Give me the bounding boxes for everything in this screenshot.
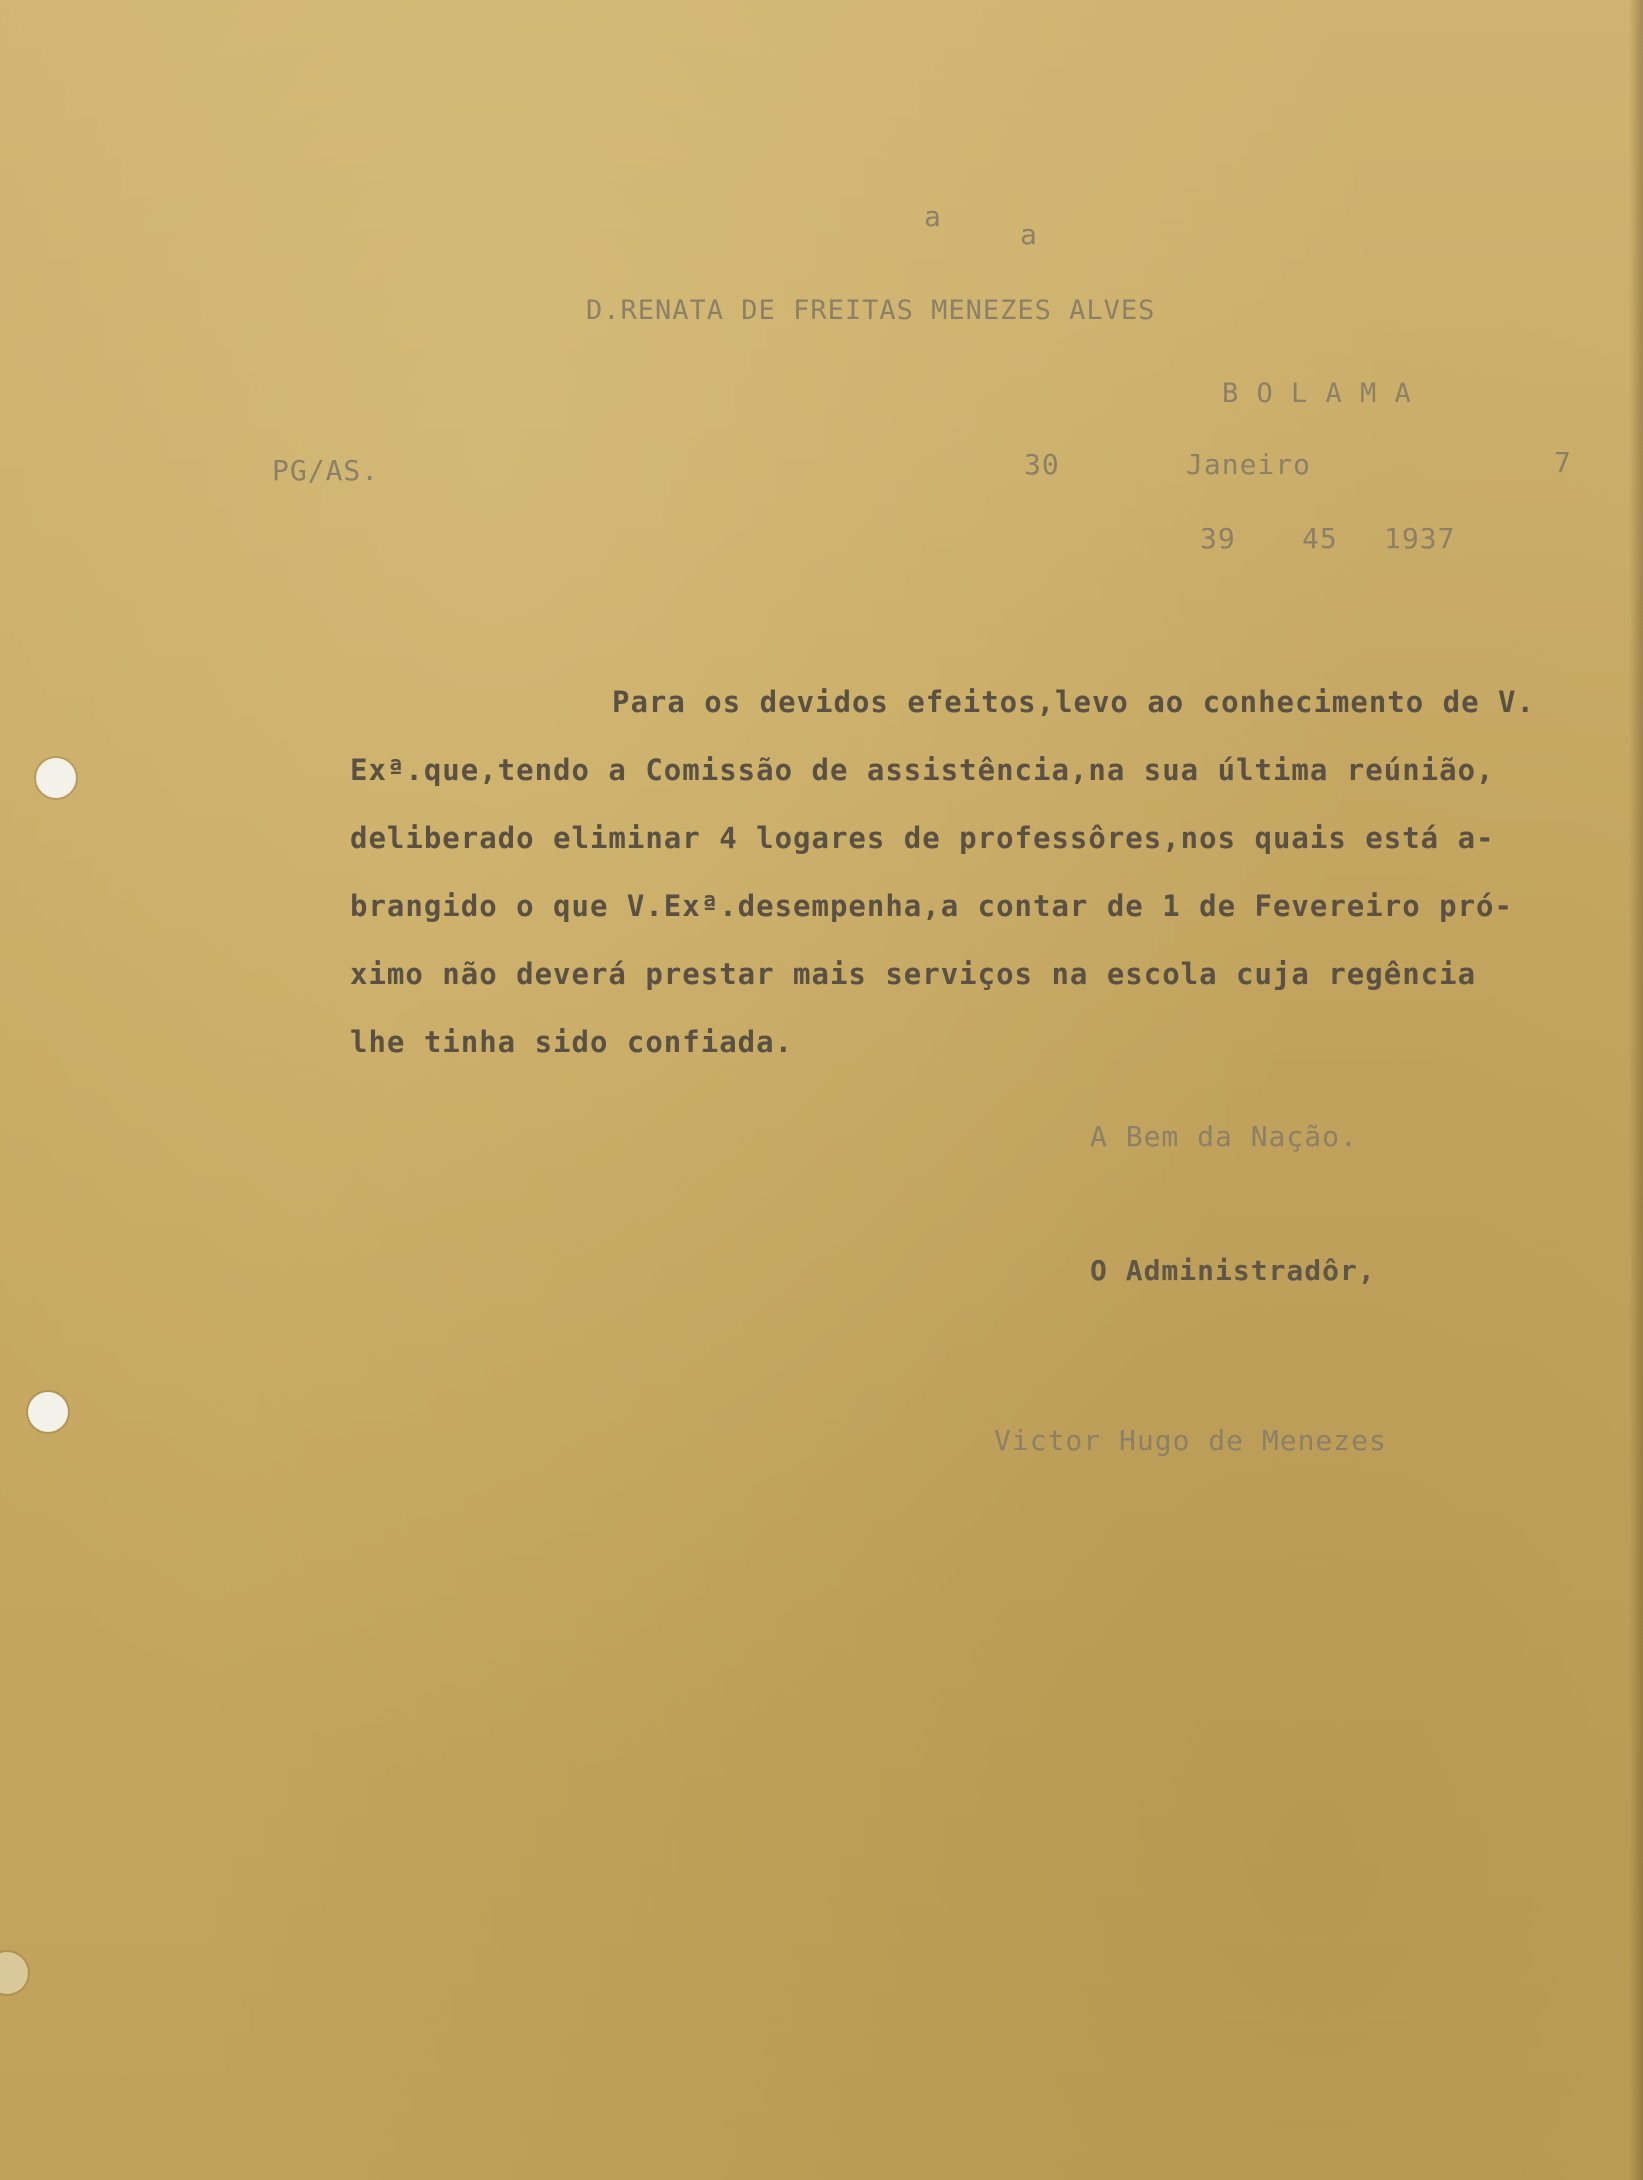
closing-salutation: A Bem da Nação. [1090, 1120, 1358, 1153]
body-line: Exª.que,tendo a Comissão de assistência,na sua última reúnião, [350, 753, 1495, 787]
body-line: lhe tinha sido confiada. [350, 1025, 794, 1059]
body-line: brangido o que V.Exª.desempenha,a contar de 1 de Fevereiro pró- [350, 889, 1513, 923]
ref-number: 45 [1302, 522, 1338, 555]
punch-hole [28, 1392, 68, 1432]
header-mark-left: a [924, 200, 942, 233]
ref-number: 39 [1200, 522, 1236, 555]
signature-title: O Administradôr, [1090, 1254, 1376, 1287]
body-line: deliberado eliminar 4 logares de professôres,nos quais está a- [350, 821, 1495, 855]
reference-code: PG/AS. [272, 454, 380, 487]
paper-edge-shadow [1629, 0, 1643, 2180]
letter-body [350, 668, 1600, 1076]
ref-year: 1937 [1384, 522, 1456, 555]
date-day: 30 [1024, 448, 1060, 481]
body-line: Para os devidos efeitos,levo ao conhecimento de V. [612, 685, 1535, 719]
header-mark-right: a [1020, 218, 1038, 251]
punch-hole [0, 1952, 28, 1994]
body-line: ximo não deverá prestar mais serviços na escola cuja regência [350, 957, 1477, 991]
place: B O L A M A [1222, 378, 1412, 409]
page-number: 7 [1554, 446, 1572, 479]
punch-hole [36, 758, 76, 798]
signature-name: Victor Hugo de Menezes [994, 1424, 1387, 1457]
addressee: D.RENATA DE FREITAS MENEZES ALVES [586, 295, 1156, 326]
date-month: Janeiro [1186, 448, 1312, 481]
